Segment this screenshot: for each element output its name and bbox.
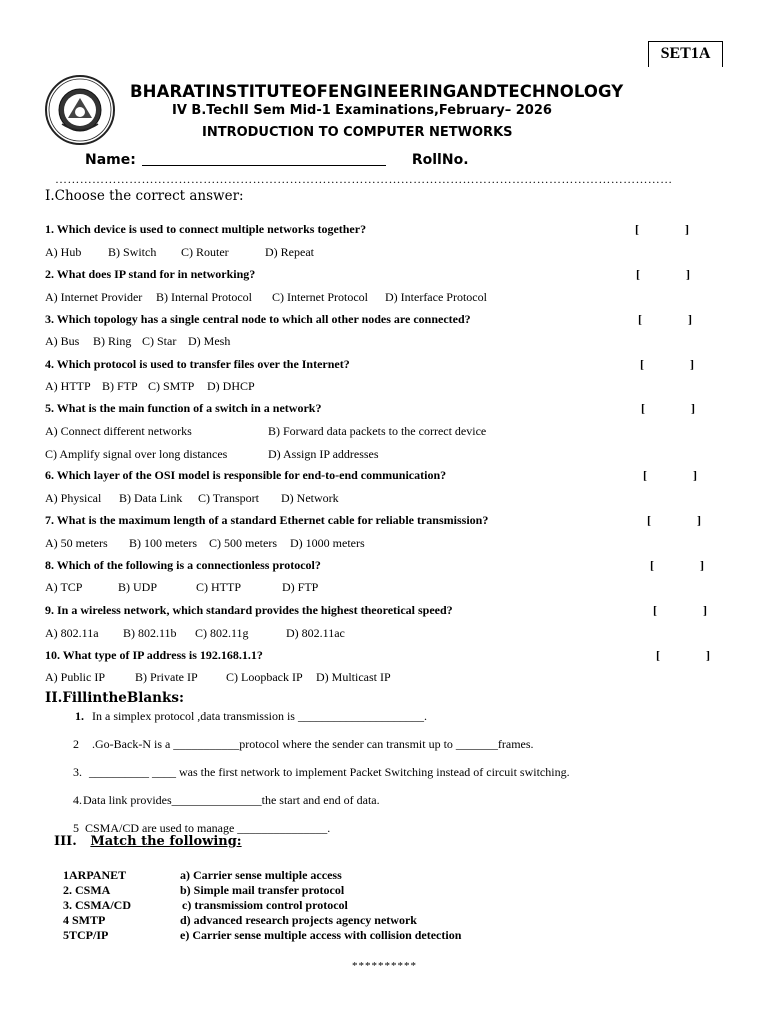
- name-field[interactable]: [142, 151, 386, 166]
- question-text: 8. Which of the following is a connectionless protocol?: [45, 558, 321, 572]
- option-text: A) 802.11a: [45, 626, 99, 640]
- option-text: C) 500 meters: [209, 536, 277, 550]
- answer-bracket[interactable]: [638, 312, 692, 327]
- blank-number: 5: [73, 821, 79, 835]
- option-text: A) Hub: [45, 245, 82, 259]
- option-text: B) Forward data packets to the correct device: [268, 424, 487, 438]
- bracket-close: ]: [690, 357, 694, 371]
- roll-label: RollNo.: [411, 152, 469, 168]
- option-text: B) 802.11b: [123, 626, 177, 640]
- question-text: 7. What is the maximum length of a standard Ethernet cable for reliable transmission?: [45, 513, 489, 527]
- answer-bracket[interactable]: [643, 468, 697, 483]
- option-text: B) UDP: [118, 580, 158, 594]
- blank-text: Data link provides_______________the start and end of data.: [83, 793, 380, 807]
- bracket-close: ]: [688, 312, 692, 326]
- bracket-close: ]: [693, 468, 697, 482]
- bracket-close: ]: [697, 513, 701, 527]
- bracket-open: [: [647, 513, 651, 527]
- section3-label: Match the following:: [90, 834, 242, 849]
- option-text: C) Router: [181, 245, 229, 259]
- option-text: D) Mesh: [188, 334, 231, 348]
- answer-bracket[interactable]: [640, 357, 694, 372]
- match-right-item: c) transmissiom control protocol: [182, 898, 348, 912]
- institute-name: BHARATINSTITUTEOFENGINEERINGANDTECHNOLOGY: [130, 82, 624, 101]
- option-text: A) Physical: [45, 491, 102, 505]
- option-text: A) Bus: [45, 334, 80, 348]
- match-right-item: a) Carrier sense multiple access: [180, 868, 342, 882]
- option-text: B) Internal Protocol: [156, 290, 252, 304]
- option-text: D) DHCP: [207, 379, 255, 393]
- option-text: C) Transport: [198, 491, 260, 505]
- bracket-close: ]: [703, 603, 707, 617]
- option-text: B) Private IP: [135, 670, 198, 684]
- answer-bracket[interactable]: [650, 558, 704, 573]
- option-text: D) Multicast IP: [316, 670, 391, 684]
- bracket-close: ]: [685, 222, 689, 236]
- option-text: C) Amplify signal over long distances: [45, 447, 228, 461]
- bracket-close: ]: [700, 558, 704, 572]
- set-label: SET1A: [648, 41, 723, 67]
- option-text: C) Star: [142, 334, 177, 348]
- footer-stars: **********: [352, 960, 417, 972]
- name-roll-row: [85, 151, 469, 168]
- match-right-item: d) advanced research projects agency network: [180, 913, 417, 927]
- blank-number: 2: [73, 737, 79, 751]
- question-text: 5. What is the main function of a switch in a network?: [45, 401, 322, 415]
- answer-bracket[interactable]: [656, 648, 710, 663]
- answer-bracket[interactable]: [635, 222, 689, 237]
- option-text: A) Public IP: [45, 670, 105, 684]
- match-left-item: 3. CSMA/CD: [63, 898, 131, 912]
- answer-bracket[interactable]: [641, 401, 695, 416]
- match-left-item: 5TCP/IP: [63, 928, 109, 942]
- option-text: A) 50 meters: [45, 536, 108, 550]
- separator-line: ……………………………………………………………………………………………………………………………………: [55, 172, 673, 186]
- bracket-open: [: [656, 648, 660, 662]
- bracket-open: [: [641, 401, 645, 415]
- option-text: D) Repeat: [265, 245, 314, 259]
- option-text: D) Assign IP addresses: [268, 447, 379, 461]
- answer-bracket[interactable]: [653, 603, 707, 618]
- option-text: C) 802.11g: [195, 626, 249, 640]
- college-logo: [44, 74, 116, 146]
- name-label: Name:: [85, 152, 136, 168]
- exam-title: IV B.TechII Sem Mid-1 Examinations,February– 2026: [172, 103, 552, 118]
- section1-title: I.Choose the correct answer:: [45, 188, 244, 204]
- question-text: 10. What type of IP address is 192.168.1.1?: [45, 648, 263, 662]
- option-text: A) TCP: [45, 580, 83, 594]
- section2-title: II.FillintheBlanks:: [45, 690, 184, 706]
- question-text: 6. Which layer of the OSI model is responsible for end-to-end communication?: [45, 468, 447, 482]
- bracket-open: [: [635, 222, 639, 236]
- option-text: A) HTTP: [45, 379, 91, 393]
- option-text: A) Internet Provider: [45, 290, 143, 304]
- subject-title: INTRODUCTION TO COMPUTER NETWORKS: [202, 125, 513, 140]
- option-text: D) 1000 meters: [290, 536, 365, 550]
- option-text: D) Network: [281, 491, 339, 505]
- blank-text: In a simplex protocol ,data transmission is _____________________.: [92, 709, 427, 723]
- blank-number: 4.: [73, 793, 82, 807]
- blank-text: CSMA/CD are used to manage _______________.: [85, 821, 331, 835]
- bracket-open: [: [653, 603, 657, 617]
- bracket-open: [: [636, 267, 640, 281]
- match-left-item: 1ARPANET: [63, 868, 127, 882]
- option-text: B) 100 meters: [129, 536, 197, 550]
- section3-title: [54, 834, 242, 849]
- option-text: C) Loopback IP: [226, 670, 303, 684]
- option-text: D) FTP: [282, 580, 319, 594]
- question-text: 1. Which device is used to connect multiple networks together?: [45, 222, 367, 236]
- option-text: C) Internet Protocol: [272, 290, 368, 304]
- option-text: A) Connect different networks: [45, 424, 192, 438]
- question-text: 4. Which protocol is used to transfer files over the Internet?: [45, 357, 350, 371]
- option-text: C) SMTP: [148, 379, 195, 393]
- option-text: B) Switch: [108, 245, 157, 259]
- option-text: C) HTTP: [196, 580, 241, 594]
- blank-text: .Go-Back-N is a ___________protocol where the sender can transmit up to _______frames.: [92, 737, 534, 751]
- bracket-open: [: [643, 468, 647, 482]
- answer-bracket[interactable]: [636, 267, 690, 282]
- option-text: B) FTP: [102, 379, 138, 393]
- option-text: D) Interface Protocol: [385, 290, 487, 304]
- bracket-close: ]: [691, 401, 695, 415]
- section3-number: III.: [54, 834, 77, 849]
- option-text: D) 802.11ac: [286, 626, 345, 640]
- option-text: B) Data Link: [119, 491, 183, 505]
- question-text: 3. Which topology has a single central node to which all other nodes are connected?: [45, 312, 471, 326]
- match-left-item: 2. CSMA: [63, 883, 111, 897]
- answer-bracket[interactable]: [647, 513, 701, 528]
- bracket-open: [: [638, 312, 642, 326]
- bracket-open: [: [640, 357, 644, 371]
- blank-text: __________ ____ was the first network to implement Packet Switching instead of circuit switching.: [89, 765, 570, 779]
- match-right-item: b) Simple mail transfer protocol: [180, 883, 345, 897]
- match-left-item: 4 SMTP: [63, 913, 106, 927]
- question-text: 9. In a wireless network, which standard provides the highest theoretical speed?: [45, 603, 453, 617]
- bracket-close: ]: [706, 648, 710, 662]
- blank-number: 1.: [75, 709, 84, 723]
- option-text: B) Ring: [93, 334, 132, 348]
- bracket-close: ]: [686, 267, 690, 281]
- match-right-item: e) Carrier sense multiple access with collision detection: [180, 928, 462, 942]
- question-text: 2. What does IP stand for in networking?: [45, 267, 256, 281]
- blank-number: 3.: [73, 765, 82, 779]
- bracket-open: [: [650, 558, 654, 572]
